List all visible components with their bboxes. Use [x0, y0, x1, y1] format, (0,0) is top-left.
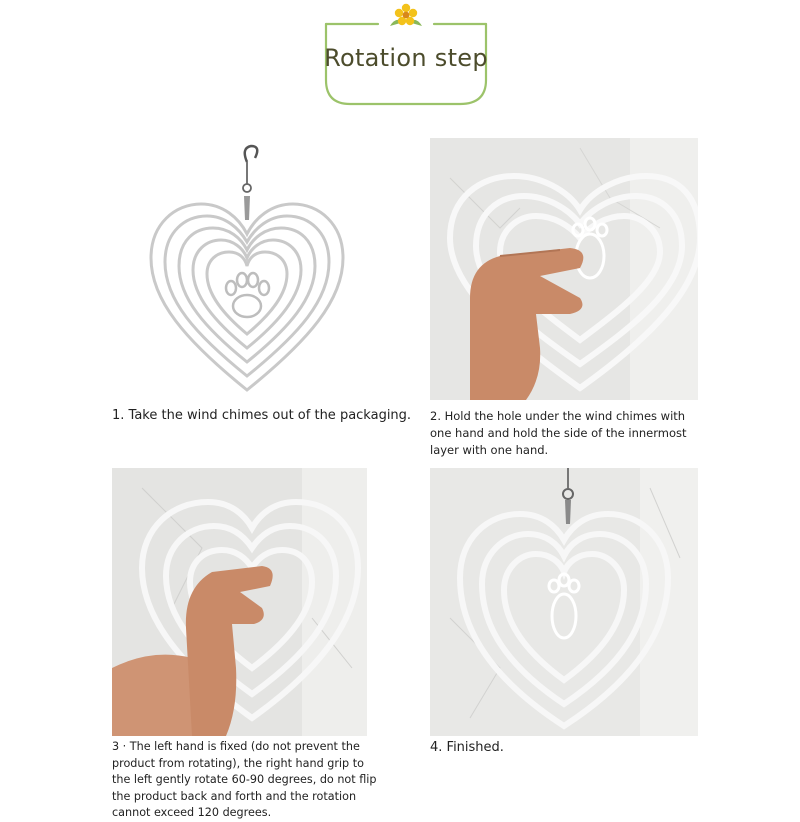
- step-1-caption: 1. Take the wind chimes out of the packaging.: [112, 408, 412, 423]
- flower-icon: [390, 4, 422, 26]
- hanging-hook-icon: [243, 146, 257, 220]
- step-4-image: [430, 468, 698, 736]
- step-2-image: [430, 138, 698, 400]
- step-3-caption: 3 · The left hand is fixed (do not prevent the product from rotating), the right hand grip to the left gently rotate 60-90 degrees, do not flip the product back and forth and the rotation cannot exceed 120 degrees.: [112, 740, 377, 819]
- header: [320, 0, 492, 110]
- paw-icon: [226, 273, 269, 317]
- step-1-image: [145, 140, 355, 400]
- step-2-caption: 2. Hold the hole under the wind chimes with one hand and hold the side of the innermost layer with one hand.: [430, 409, 687, 457]
- heart-wind-chime: [151, 204, 343, 390]
- step-3-image: [112, 468, 367, 736]
- step-4-caption: 4. Finished.: [430, 740, 504, 755]
- page-title: Rotation step: [324, 44, 488, 72]
